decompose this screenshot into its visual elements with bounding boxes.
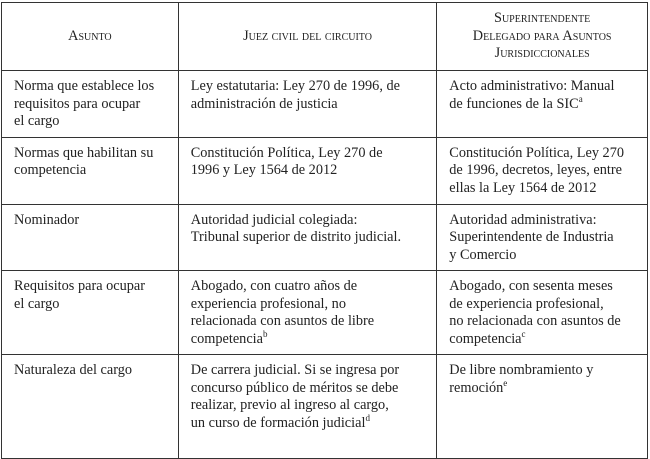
footnote-mark: e <box>503 377 508 388</box>
table-row <box>2 271 648 355</box>
cell-superintendente <box>437 71 648 138</box>
footnote-mark: b <box>263 328 268 339</box>
cell-text: Autoridad administrativa: Superintendente de Industria y Comercio <box>449 211 614 263</box>
cell-text: Abogado, con cuatro años de experiencia profesional, no relacionada con asuntos de libre competencia <box>190 278 375 347</box>
table-row <box>2 137 648 204</box>
footnote-mark: a <box>578 93 583 104</box>
cell-text: De carrera judicial. Si se ingresa por concurso público de méritos se debe realizar, previo al ingreso al cargo, un curso de formación judicial <box>190 362 400 431</box>
cell-text: Ley estatutaria: Ley 270 de 1996, de administración de justicia <box>190 78 400 112</box>
cell-superintendente <box>437 355 648 459</box>
header-juez: Juez civil del circuito <box>178 3 437 71</box>
cell-superintendente <box>437 204 648 271</box>
cell-asunto: Naturaleza del cargo <box>2 355 179 459</box>
cell-juez <box>178 355 437 459</box>
cell-text: De libre nombramiento y remoción <box>449 362 594 396</box>
cell-text: Abogado, con sesenta meses de experiencia profesional, no relacionada con asuntos de competencia <box>449 278 621 347</box>
header-asunto: Asunto <box>2 3 179 71</box>
cell-text: Acto administrativo: Manual de funciones de la SIC <box>449 78 615 112</box>
cell-juez <box>178 204 437 271</box>
cell-text: Constitución Política, Ley 270 de 1996 y Ley 1564 de 2012 <box>190 144 383 178</box>
footnote-mark: d <box>365 412 370 423</box>
cell-superintendente <box>437 271 648 355</box>
comparison-table <box>1 2 648 459</box>
cell-juez <box>178 71 437 138</box>
cell-juez <box>178 271 437 355</box>
cell-superintendente <box>437 137 648 204</box>
cell-asunto: Norma que establece los requisitos para ocupar el cargo <box>2 71 179 138</box>
cell-text: Constitución Política, Ley 270 de 1996, decretos, leyes, entre ellas la Ley 1564 de 2012 <box>449 144 625 196</box>
cell-text: Autoridad judicial colegiada: Tribunal superior de distrito judicial. <box>190 211 402 245</box>
header-superintendente: Superintendente Delegado para Asuntos Jurisdiccionales <box>437 3 648 71</box>
table-row <box>2 204 648 271</box>
cell-asunto: Requisitos para ocupar el cargo <box>2 271 179 355</box>
cell-asunto: Normas que habilitan su competencia <box>2 137 179 204</box>
cell-asunto: Nominador <box>2 204 179 271</box>
table-row <box>2 71 648 138</box>
header-row <box>2 3 648 71</box>
footnote-mark: c <box>521 328 526 339</box>
cell-juez <box>178 137 437 204</box>
table-row <box>2 355 648 459</box>
